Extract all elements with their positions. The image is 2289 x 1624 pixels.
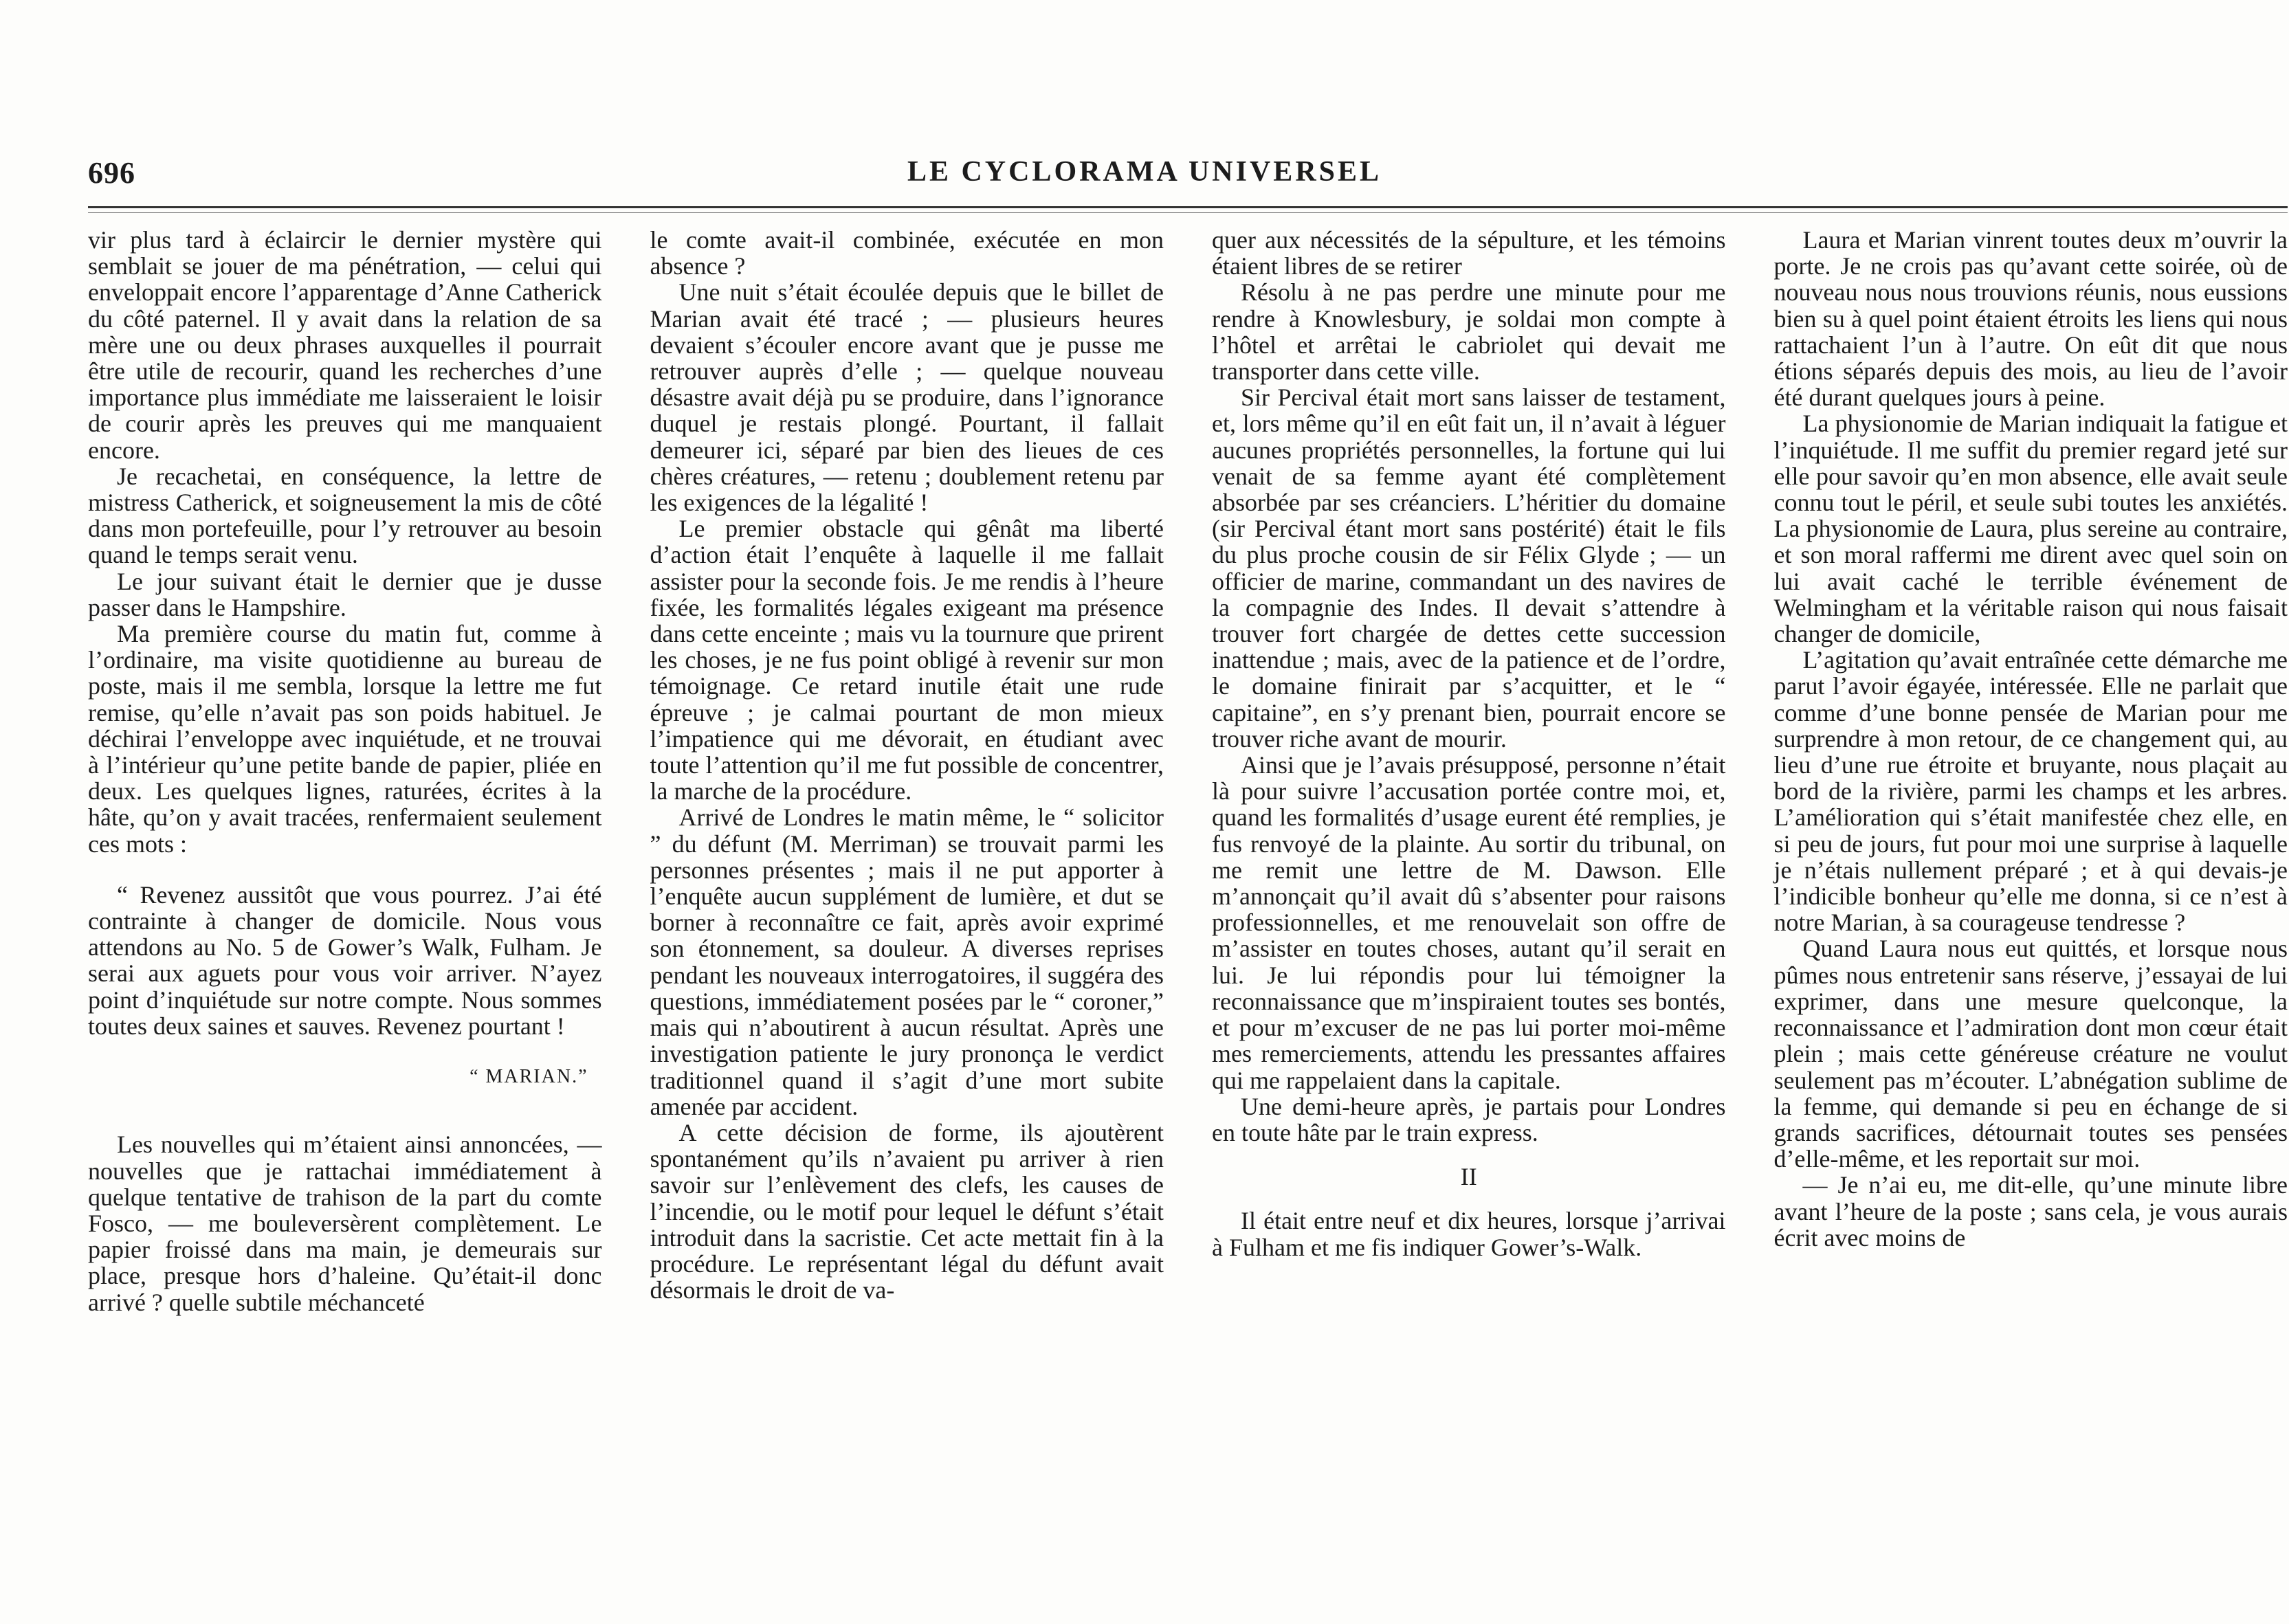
paragraph: Sir Percival était mort sans laisser de testament, et, lors même qu’il en eût fait un, il n’avait à léguer aucunes propriétés personnelles, la fortune qui lui venait de sa femme ayant été complètement absorbée par ses créanciers. L’héritier du domaine (sir Percival étant mort sans postérité) était le fils du plus proche cousin de sir Félix Glyde ; — un officier de marine, commandant un des navires de la compagnie des Indes. Il devait s’attendre à trouver fort chargée de dettes cette succession inattendue ; mais, avec de la patience et de l’ordre, le domaine finirait par s’acquitter, et le “ capitaine”, en s’y prenant bien, pourrait encore se trouver riche avant de mourir. xyxy=(1212,383,1726,753)
column-3 xyxy=(1212,227,1726,1588)
paragraph-continued: quer aux nécessités de la sépulture, et les témoins étaient libres de se retirer xyxy=(1212,226,1726,280)
header-rule xyxy=(88,206,2288,213)
column-1 xyxy=(88,227,602,1588)
paragraph: Les nouvelles qui m’étaient ainsi annoncées, — nouvelles que je rattachai immédiatement à quelque tentative de trahison de la part du comte Fosco, — me bouleversèrent complètement. Le papier froissé dans ma main, je demeurais sur place, presque hors d’haleine. Qu’était-il donc arrivé ? quelle subtile méchanceté xyxy=(88,1131,602,1316)
paragraph-continued: le comte avait-il combinée, exécutée en mon absence ? xyxy=(650,226,1164,280)
paragraph: Résolu à ne pas perdre une minute pour me rendre à Knowlesbury, je soldai mon compte à l’hôtel et arrêtai le cabriolet qui devait me transporter dans cette ville. xyxy=(1212,278,1726,386)
quoted-letter: “ Revenez aussitôt que vous pourrez. J’ai été contrainte à changer de domicile. Nous vous attendons au No. 5 de Gower’s Walk, Fulham. Je serai aux aguets pour vous voir arriver. N’ayez point d’inquiétude sur notre compte. Nous sommes toutes deux saines et sauves. Revenez pourtant ! xyxy=(88,880,602,1040)
letter-signature: “ MARIAN.” xyxy=(469,1066,588,1088)
paragraph: Ainsi que je l’avais présupposé, personne n’était là pour suivre l’accusation portée contre moi, et, quand les formalités d’usage eurent été remplies, je fus renvoyé de la plainte. Au sortir du tribunal, on me remit une lettre de M. Dawson. Elle m’annonçait qu’il avait dû s’absenter pour raisons professionnelles, et me renouvelait son offre de m’assister en toutes choses, autant qu’il serait en lui. Je lui répondis pour lui témoigner la reconnaissance que m’inspiraient toutes ses bontés, et pour m’excuser de ne pas lui porter moi-même mes remerciements, attendu les pressantes affaires qui me rappelaient dans la capitale. xyxy=(1212,751,1726,1094)
paragraph: Quand Laura nous eut quittés, et lorsque nous pûmes nous entretenir sans réserve, j’essayai de lui exprimer, dans une mesure quelconque, la reconnaissance et l’admiration dont mon cœur était plein ; mais cette généreuse créature ne voulut seulement pas m’écouter. L’abnégation sublime de la femme, qui demande si peu en échange de si grands sacrifices, détournait toutes ses pensées d’elle-même, et les reportait sur moi. xyxy=(1773,935,2288,1173)
running-title: LE CYCLORAMA UNIVERSEL xyxy=(907,156,1382,188)
paragraph: Une nuit s’était écoulée depuis que le billet de Marian avait été tracé ; — plusieurs heures devaient s’écouler encore avant que je pusse me retrouver auprès d’elle ; — quelque nouveau désastre avait déjà pu se produire, dans l’ignorance duquel je restais plongé. Pourtant, il fallait demeurer ici, séparé par bien des lieues de ces chères créatures, — retenu ; doublement retenu par les exigences de la légalité ! xyxy=(650,278,1164,517)
paragraph: La physionomie de Marian indiquait la fatigue et l’inquiétude. Il me suffit du premier regard jeté sur elle pour savoir qu’en mon absence, elle avait seule connu tout le péril, et seule subi toutes les anxiétés. La physionomie de Laura, plus sereine au contraire, et son moral raffermi me dirent avec quel soin on lui avait caché le terrible événement de Welmingham et la véritable raison qui nous faisait changer de domicile, xyxy=(1773,410,2288,648)
paragraph: A cette décision de forme, ils ajoutèrent spontanément qu’ils n’avaient pu arriver à rien savoir sur l’enlèvement des clefs, les causes de l’incendie, ou le motif pour lequel le défunt s’était introduit dans la sacristie. Cet acte mettait fin à la procédure. Le représentant légal du défunt avait désormais le droit de va- xyxy=(650,1118,1164,1304)
text-columns xyxy=(88,227,2288,1588)
paragraph: Je recachetai, en conséquence, la lettre de mistress Catherick, et soigneusement la mis de côté dans mon portefeuille, pour l’y retrouver au besoin quand le temps serait venu. xyxy=(88,462,602,569)
paragraph: L’agitation qu’avait entraînée cette démarche me parut l’avoir égayée, intéressée. Elle ne parlait que comme d’une bonne pensée de Marian pour me surprendre à mon retour, de ce changement qui, au lieu d’une rue étroite et bruyante, nous plaçait au bord de la rivière, parmi les champs et les arbres. L’amélioration qui s’était manifestée chez elle, en si peu de jours, fut pour moi une surprise à laquelle je n’étais nullement préparé ; et à qui devais-je l’indicible bonheur qu’elle me donna, si ce n’est à notre Marian, à sa courageuse tendresse ? xyxy=(1773,646,2288,937)
column-2 xyxy=(650,227,1164,1588)
paragraph: — Je n’ai eu, me dit-elle, qu’une minute libre avant l’heure de la poste ; sans cela, je vous aurais écrit avec moins de xyxy=(1773,1171,2288,1252)
page-number: 696 xyxy=(88,156,135,190)
paragraph: Le premier obstacle qui gênât ma liberté d’action était l’enquête à laquelle il me fallait assister pour la seconde fois. Je me rendis à l’heure fixée, les formalités légales exigeant ma présence dans cette enceinte ; mais vu la tournure que prirent les choses, je ne fus point obligé à revenir sur mon témoignage. Ce retard inutile était une rude épreuve ; je calmai pourtant de mon mieux l’impatience qui me dévorait, en étudiant avec toute l’attention qu’il me fut possible de concentrer, la marche de la procédure. xyxy=(650,515,1164,805)
paragraph: Il était entre neuf et dix heures, lorsque j’arrivai à Fulham et me fis indiquer Gower’s-Walk. xyxy=(1212,1207,1726,1261)
paragraph: Ma première course du matin fut, comme à l’ordinaire, ma visite quotidienne au bureau de poste, mais il me sembla, lorsque la lettre me fut remise, qu’elle n’avait pas son poids habituel. Je déchirai l’enveloppe avec inquiétude, et ne trouvai à l’intérieur qu’une petite bande de papier, pliée en deux. Les quelques lignes, raturées, écrites à la hâte, qu’on y avait tracées, renfermaient seulement ces mots : xyxy=(88,620,602,858)
paragraph-continued: vir plus tard à éclaircir le dernier mystère qui semblait se jouer de ma pénétration, — celui qui enveloppait encore l’apparentage d’Anne Catherick du côté paternel. Il y avait dans la relation de sa mère une ou deux phrases auxquelles il pourrait être utile de recourir, quand les recherches d’une importance plus immédiate me laisseraient le loisir de courir après les preuves qui me manquaient encore. xyxy=(88,226,602,464)
paragraph: Une demi-heure après, je partais pour Londres en toute hâte par le train express. xyxy=(1212,1092,1726,1146)
section-heading: II xyxy=(1460,1163,1477,1191)
paragraph: Laura et Marian vinrent toutes deux m’ouvrir la porte. Je ne crois pas qu’avant cette soirée, où de nouveau nous nous trouvions réunis, nous eussions bien su à quel point étaient étroits les liens qui nous rattachaient l’un à l’autre. On eût dit que nous étions séparés depuis des mois, au lieu de l’avoir été durant quelques jours à peine. xyxy=(1773,226,2288,412)
paragraph: Le jour suivant était le dernier que je dusse passer dans le Hampshire. xyxy=(88,567,602,621)
paragraph: Arrivé de Londres le matin même, le “ solicitor ” du défunt (M. Merriman) se trouvait parmi les personnes présentes ; mais il ne put apporter à l’enquête aucun supplément de lumière, et dut se borner à reconnaître ce fait, après avoir exprimé son étonnement, sa douleur. A diverses reprises pendant les nouveaux interrogatoires, il suggéra des questions, immédiatement posées par le “ coroner,” mais qui n’aboutirent à aucun résultat. Après une investigation patiente le jury prononça le verdict traditionnel quand il s’agit d’une mort subite amenée par accident. xyxy=(650,803,1164,1120)
column-4 xyxy=(1774,227,2288,1588)
